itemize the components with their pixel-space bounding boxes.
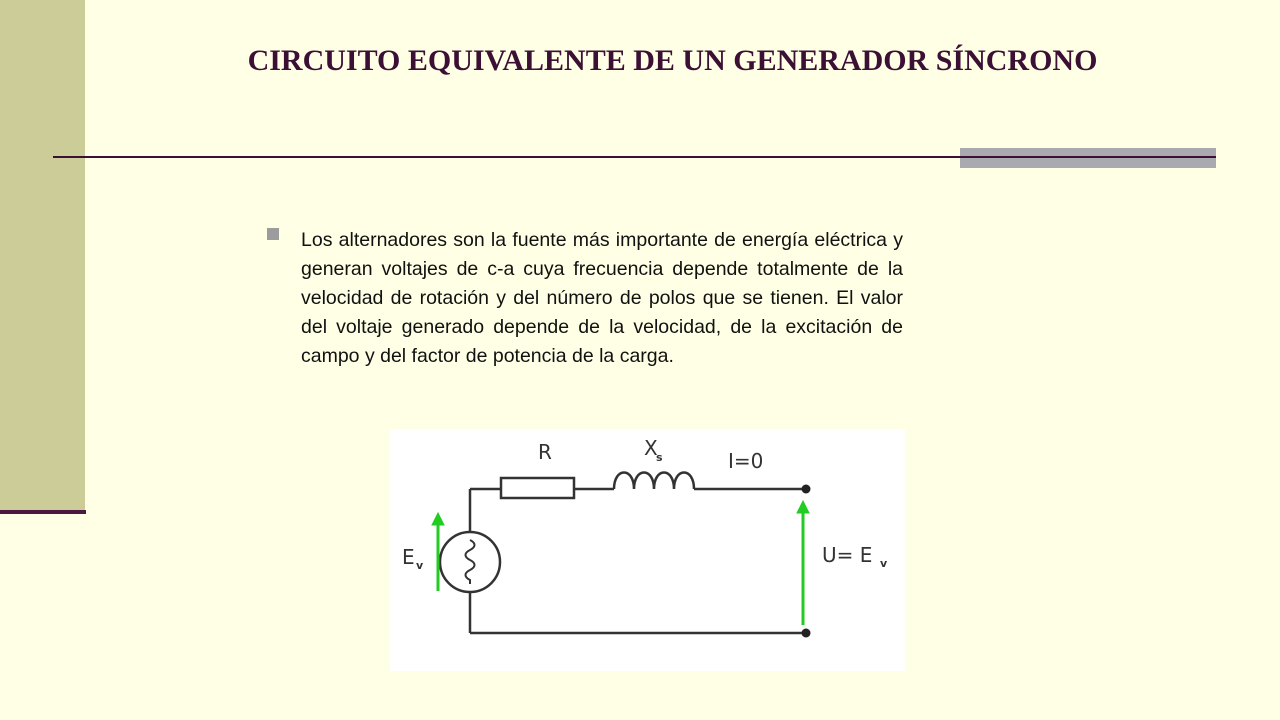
- left-accent-underline: [0, 510, 86, 514]
- current-label: I=0: [728, 449, 764, 473]
- bullet-item: [267, 226, 903, 371]
- generator-coil: [466, 540, 475, 584]
- terminal-top: [802, 485, 811, 494]
- resistor-symbol: [501, 478, 574, 498]
- source-label: E: [402, 545, 415, 569]
- reactance-subscript: s: [656, 451, 663, 464]
- bullet-square-icon: [267, 228, 279, 240]
- output-label: U= E: [822, 543, 873, 567]
- terminal-bottom: [802, 629, 811, 638]
- source-arrow-head: [432, 513, 444, 525]
- slide-title: CIRCUITO EQUIVALENTE DE UN GENERADOR SÍNCRONO: [247, 44, 1098, 77]
- output-arrow-head: [797, 501, 809, 513]
- bullet-text: Los alternadores son la fuente más importante de energía eléctrica y generan voltajes de c-a cuya frecuencia depende totalmente de la velocidad de rotación y del número de polos que se tienen. El valor del voltaje generado depende de la velocidad, de la excitación de campo y del factor de potencia de la carga.: [301, 229, 903, 367]
- reactance-label: X: [644, 436, 658, 460]
- output-subscript: v: [880, 557, 888, 570]
- resistor-label: R: [538, 440, 552, 464]
- equivalent-circuit-diagram: [390, 429, 905, 671]
- circuit-svg: [390, 429, 905, 671]
- inductor-symbol: [614, 473, 694, 490]
- divider-accent-line: [960, 156, 1216, 158]
- source-subscript: v: [416, 559, 424, 572]
- divider-accent-block: [960, 148, 1216, 168]
